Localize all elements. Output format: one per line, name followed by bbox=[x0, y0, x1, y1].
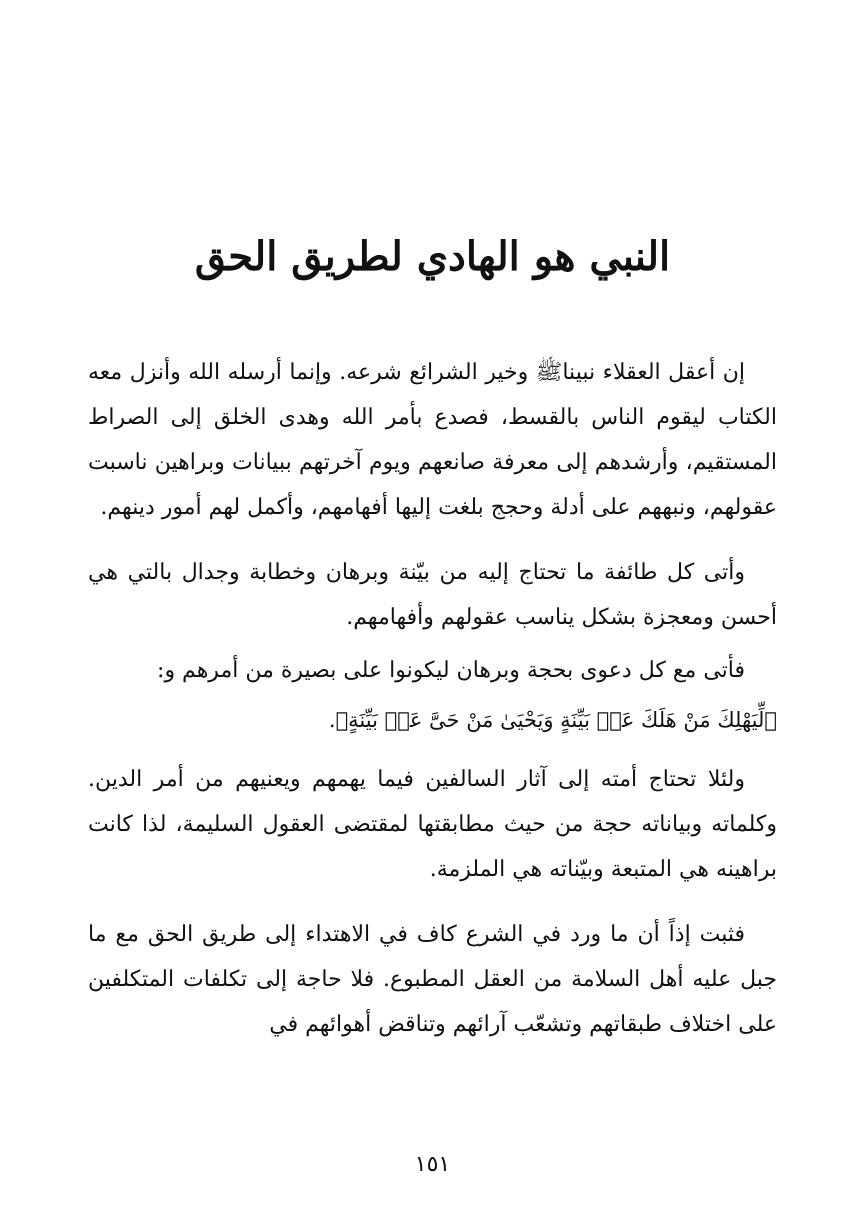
quran-verse: ﴿لِّيَهْلِكَ مَنْ هَلَكَ عَنۢ بَيِّنَةٍ وَيَحْيَىٰ مَنْ حَىَّ عَنۢ بَيِّنَةٍ﴾. bbox=[328, 708, 777, 732]
paragraph-reason: ولئلا تحتاج أمته إلى آثار السالفين فيما يهمهم ويعنيهم من أمر الدين. وكلماته وبياناته حجة من حيث مطابقتها لمقتضى العقول السليمة، لذا كانت براهينه هي المتبعة وبيّناته هي الملزمة. bbox=[88, 767, 777, 882]
page-number: ١٥١ bbox=[414, 1152, 451, 1177]
paragraph-intro: إن أعقل العقلاء نبيناﷺ وخير الشرائع شرعه. وإنما أرسله الله وأنزل معه الكتاب ليقوم الناس بالقسط، فصدع بأمر الله وهدى الخلق إلى الصراط المستقيم، وأرشدهم إلى معرفة صانعهم ويوم آخرتهم ببيانات وبراهين ناسبت عقولهم، ونبههم على أدلة وحجج بلغت إليها أفهامهم، وأكمل لهم أمور دينهم. bbox=[88, 360, 777, 520]
paragraph-conclusion: فثبت إذاً أن ما ورد في الشرع كاف في الاهتداء إلى طريق الحق مع ما جبل عليه أهل السلامة من العقل المطبوع. فلا حاجة إلى تكلفات المتكلفين على اختلاف طبقاتهم وتشعّب آرائهم وتناقض أهوائهم في bbox=[88, 922, 777, 1037]
chapter-title: النبي هو الهادي لطريق الحق bbox=[194, 233, 671, 280]
paragraph-claims: فأتى مع كل دعوى بحجة وبرهان ليكونوا على بصيرة من أمرهم و: bbox=[157, 658, 745, 683]
page-body bbox=[88, 350, 777, 1067]
paragraph-evidence: وأتى كل طائفة ما تحتاج إليه من بيّنة وبرهان وخطابة وجدال بالتي هي أحسن ومعجزة بشكل يناسب عقولهم وأفهامهم. bbox=[88, 560, 777, 630]
